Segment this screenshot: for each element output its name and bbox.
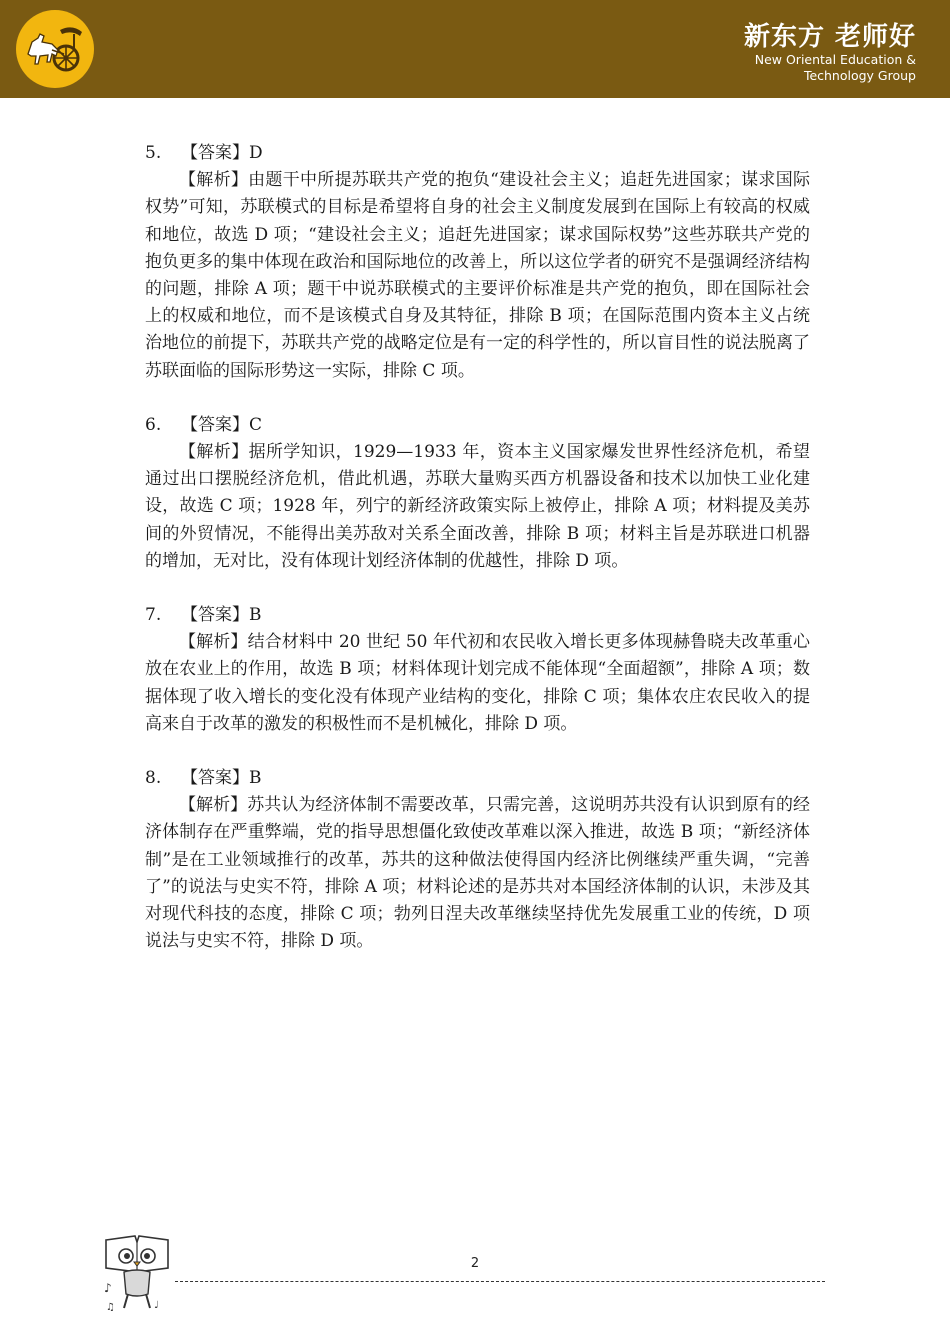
question-block: [145, 765, 810, 955]
svg-text:♫: ♫: [106, 1302, 115, 1313]
page-header: [0, 0, 950, 98]
page-number: 2: [470, 1256, 480, 1271]
answer-text: 【答案】B: [181, 768, 262, 789]
explanation-text: 【解析】苏共认为经济体制不需要改革，只需完善，这说明苏共没有认识到原有的经济体制存在严重弊端，党的指导思想僵化致使改革难以深入推进，故选 B 项；“新经济体制”是在工业领域推行的改革，苏共的这种做法使得国内经济比例继续严重失调，“完善了”的说法与史实不符，排除 A 项；材料论述的是苏共对本国经济体制的认识，未涉及其对现代科技的态度，排除 C 项；勃列日涅夫改革继续坚持优先发展重工业的传统，D 项说法与史实不符，排除 D 项。: [145, 795, 810, 952]
question-block: [145, 140, 810, 385]
svg-text:♪: ♪: [104, 1281, 112, 1295]
answer-text: 【答案】B: [181, 605, 262, 626]
brand-name-en-line1: New Oriental Education &: [754, 52, 916, 67]
explanation-text: 【解析】由题干中所提苏联共产党的抱负“建设社会主义；追赶先进国家；谋求国际权势”可知，苏联模式的目标是希望将自身的社会主义制度发展到在国际上有较高的权威和地位，故选 D 项；“建设社会主义；追赶先进国家；谋求国际权势”这些苏联共产党的抱负更多的集中体现在政治和国际地位的改善上，所以这位学者的研究不是强调经济结构的问题，排除 A 项；题干中说苏联模式的主要评价标准是共产党的抱负，即在国际社会上的权威和地位，而不是该模式自身及其特征，排除 B 项；在国际范围内资本主义占统治地位的前提下，苏联共产党的战略定位是有一定的科学性的，所以盲目性的说法脱离了苏联面临的国际形势这一实际，排除 C 项。: [145, 170, 810, 381]
owl-reading-mascot-icon: [102, 1232, 172, 1318]
question-number: 7.: [145, 605, 162, 626]
question-block: [145, 412, 810, 575]
brand-name-en-line2: Technology Group: [803, 68, 916, 83]
question-number: 5.: [145, 143, 162, 163]
question-number: 6.: [145, 414, 162, 435]
answer-line: [145, 140, 810, 167]
question-number: 8.: [145, 768, 162, 789]
question-block: [145, 602, 810, 738]
answer-line: [145, 765, 810, 792]
brand-name-cn: 新东方 老师好: [743, 22, 916, 52]
answer-text: 【答案】C: [181, 414, 263, 435]
answer-line: [145, 412, 810, 439]
brand-name-en: [696, 52, 916, 84]
answer-content: [145, 140, 810, 982]
explanation-text: 【解析】结合材料中 20 世纪 50 年代初和农民收入增长更多体现赫鲁晓夫改革重心放在农业上的作用，故选 B 项；材料体现计划完成不能体现“全面超额”，排除 A 项；数据体现了收入增长的变化没有体现产业结构的变化，排除 C 项；集体农庄农民收入的提高来自于改革的激发的积极性而不是机械化，排除 D 项。: [145, 632, 810, 734]
horse-chariot-logo-icon: [16, 10, 94, 88]
explanation-text: 【解析】据所学知识，1929—1933 年，资本主义国家爆发世界性经济危机，希望通过出口摆脱经济危机，借此机遇，苏联大量购买西方机器设备和技术以加快工业化建设，故选 C 项；1928 年，列宁的新经济政策实际上被停止，排除 A 项；材料提及美苏间的外贸情况，不能得出美苏敌对关系全面改善，排除 B 项；材料主旨是苏联进口机器的增加，无对比，没有体现计划经济体制的优越性，排除 D 项。: [145, 442, 810, 571]
footer-divider: [175, 1281, 825, 1282]
svg-text:♩: ♩: [154, 1300, 159, 1311]
answer-line: [145, 602, 810, 629]
answer-text: 【答案】D: [181, 143, 263, 163]
